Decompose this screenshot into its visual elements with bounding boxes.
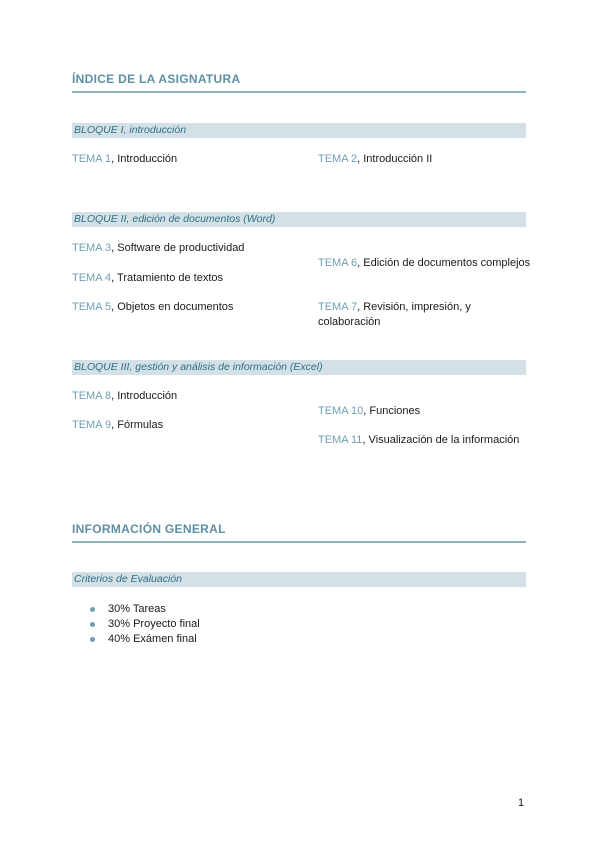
block-3-header: BLOQUE III, gestión y análisis de información (Excel) (72, 360, 526, 375)
topic-label: , Introducción (111, 153, 178, 165)
bullet-icon (90, 637, 95, 642)
criteria-text: 30% Proyecto final (108, 618, 200, 630)
topic-8 (72, 389, 307, 404)
topic-label: , Fórmulas (111, 419, 164, 431)
topic-number: TEMA 9 (72, 419, 112, 431)
topic-number: TEMA 11 (318, 434, 363, 446)
block-2-header: BLOQUE II, edición de documentos (Word) (72, 212, 526, 227)
topic-label: , Tratamiento de textos (111, 272, 224, 284)
topic-label: , Introducción (111, 390, 178, 402)
topic-10 (318, 404, 533, 419)
topic-number: TEMA 4 (72, 272, 112, 284)
bullet-icon (90, 607, 95, 612)
topic-5 (72, 300, 307, 315)
general-title: INFORMACIÓN GENERAL (72, 522, 526, 543)
topic-label: , Objetos en documentos (111, 301, 234, 313)
index-title: ÍNDICE DE LA ASIGNATURA (72, 72, 526, 93)
topic-label: , Introducción II (357, 153, 433, 165)
topic-number: TEMA 3 (72, 242, 112, 254)
topic-1 (72, 152, 307, 167)
bullet-icon (90, 622, 95, 627)
topic-label: , Visualización de la información (362, 434, 520, 446)
topic-2 (318, 152, 533, 167)
topic-number: TEMA 5 (72, 301, 112, 313)
block-1-header: BLOQUE I, introducción (72, 123, 526, 138)
topic-number: TEMA 2 (318, 153, 358, 165)
topic-7 (318, 300, 533, 330)
criteria-text: 30% Tareas (108, 603, 166, 615)
criteria-header: Criterios de Evaluación (72, 572, 526, 587)
topic-number: TEMA 1 (72, 153, 112, 165)
criteria-list (86, 602, 200, 647)
topic-number: TEMA 7 (318, 301, 358, 313)
topic-6 (318, 256, 533, 271)
list-item (86, 602, 200, 617)
list-item (86, 632, 200, 647)
topic-9 (72, 418, 307, 433)
topic-number: TEMA 10 (318, 405, 364, 417)
topic-label: , Revisión, impresión, y colaboración (318, 301, 471, 328)
topic-3 (72, 241, 307, 256)
topic-11 (318, 433, 533, 448)
topic-label: , Software de productividad (111, 242, 245, 254)
topic-label: , Edición de documentos complejos (357, 257, 531, 269)
topic-number: TEMA 6 (318, 257, 358, 269)
page-number: 1 (518, 797, 525, 809)
topic-number: TEMA 8 (72, 390, 112, 402)
list-item (86, 617, 200, 632)
topic-4 (72, 271, 307, 286)
topic-label: , Funciones (363, 405, 421, 417)
criteria-text: 40% Exámen final (108, 633, 197, 645)
